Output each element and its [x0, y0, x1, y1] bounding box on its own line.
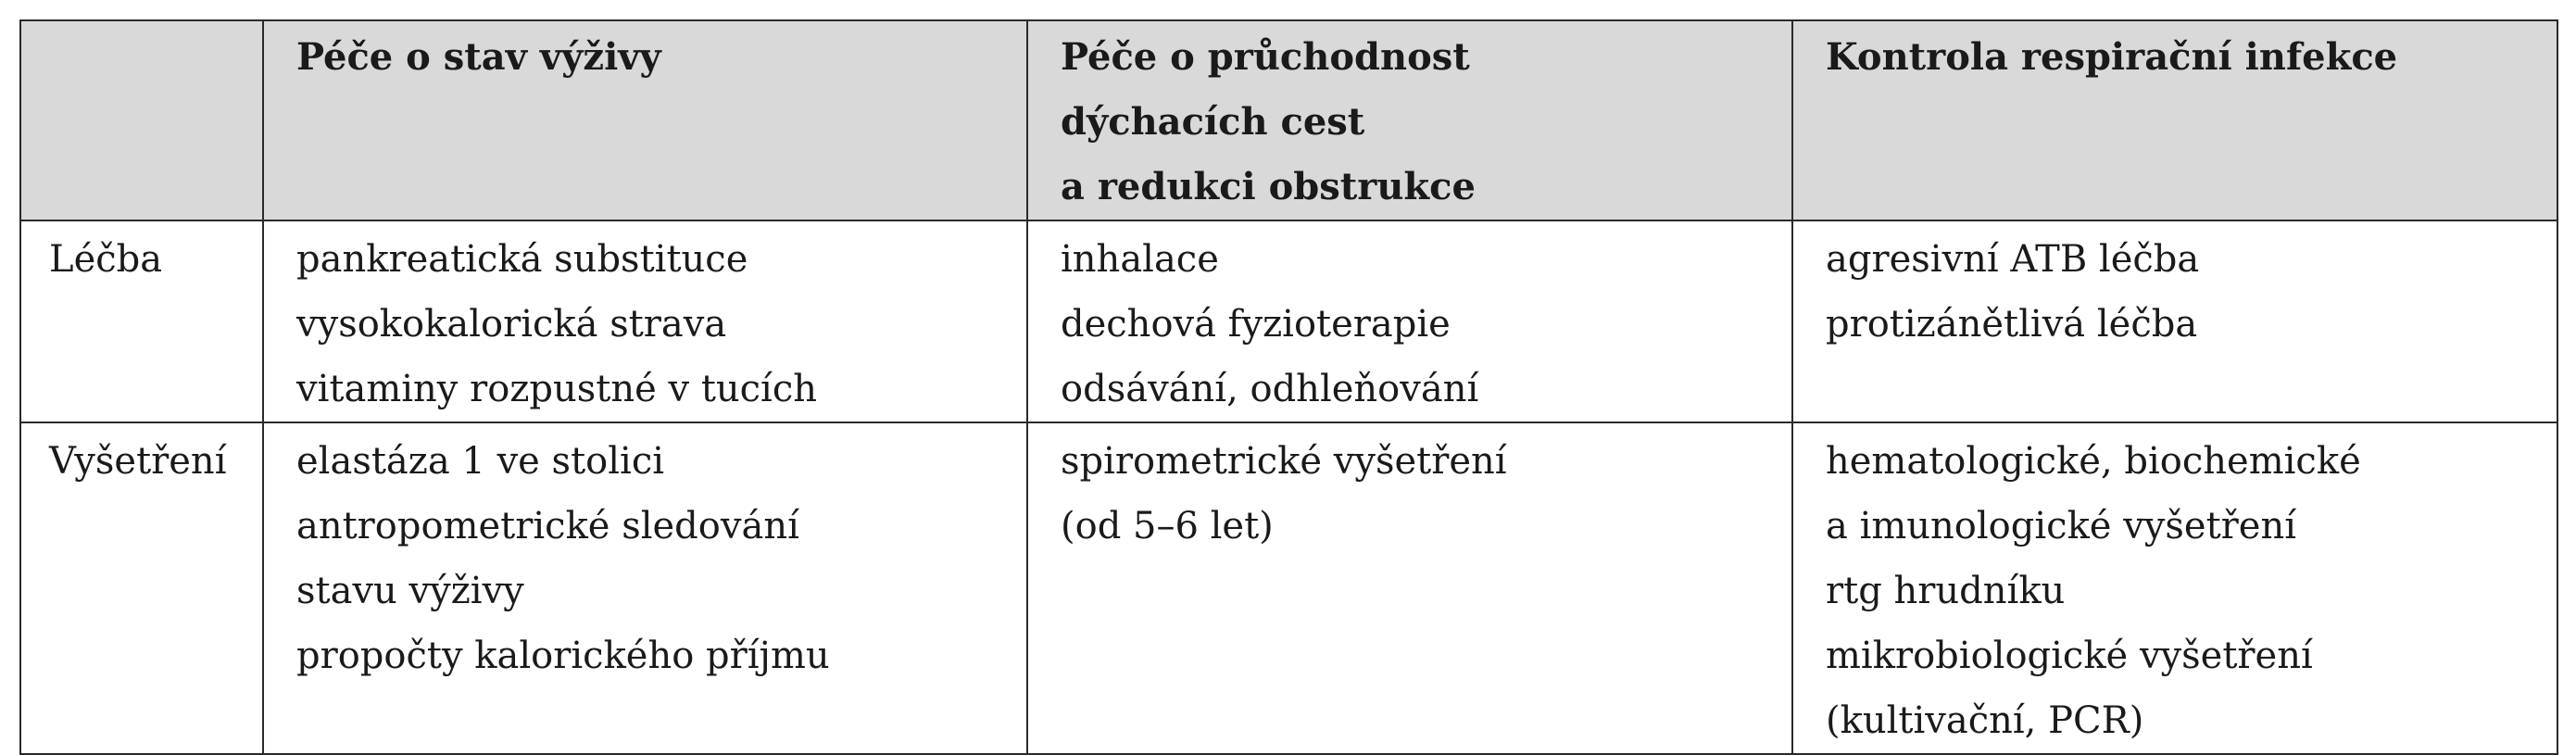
table-row [20, 422, 2557, 754]
cell-line: vitaminy rozpustné v tucích [296, 368, 818, 410]
table-cell [263, 422, 1027, 754]
header-corner-cell [20, 20, 263, 220]
cell-line: pankreatická substituce [296, 238, 748, 281]
cell-line: antropometrické sledování [296, 505, 799, 547]
table-cell [1027, 220, 1792, 422]
table-body [20, 220, 2557, 754]
cell-line: rtg hrudníku [1826, 570, 2066, 612]
cell-line: (od 5–6 let) [1061, 505, 1274, 547]
header-line: Kontrola respirační infekce [1826, 35, 2398, 79]
care-table [19, 19, 2558, 755]
row-label-treatment: Léčba [20, 220, 263, 422]
cell-line: protizánětlivá léčba [1826, 303, 2198, 346]
header-row [20, 20, 2557, 220]
cell-line: inhalace [1061, 238, 1219, 281]
cell-line: (kultivační, PCR) [1826, 699, 2144, 742]
table-row [20, 220, 2557, 422]
cell-line: stavu výživy [296, 570, 524, 612]
row-label-examination: Vyšetření [20, 422, 263, 754]
header-line: dýchacích cest [1061, 100, 1365, 144]
care-table-container [19, 19, 2557, 742]
table-cell [1027, 422, 1792, 754]
table-header [20, 20, 2557, 220]
cell-line: spirometrické vyšetření [1061, 440, 1507, 483]
table-cell [1792, 422, 2557, 754]
cell-line: hematologické, biochemické [1826, 440, 2361, 483]
header-nutrition [263, 20, 1027, 220]
cell-line: propočty kalorického příjmu [296, 635, 830, 677]
cell-line: a imunologické vyšetření [1826, 505, 2297, 547]
cell-line: mikrobiologické vyšetření [1826, 635, 2313, 677]
cell-line: agresivní ATB léčba [1826, 238, 2200, 281]
header-line: Péče o průchodnost [1061, 35, 1470, 79]
cell-line: vysokokalorická strava [296, 303, 727, 346]
cell-line: elastáza 1 ve stolici [296, 440, 665, 483]
cell-line: odsávání, odhleňování [1061, 368, 1479, 410]
header-line: Péče o stav výživy [296, 35, 661, 79]
header-line: a redukci obstrukce [1061, 165, 1476, 208]
cell-line: dechová fyzioterapie [1061, 303, 1451, 346]
header-airway [1027, 20, 1792, 220]
header-infection [1792, 20, 2557, 220]
table-cell [1792, 220, 2557, 422]
table-cell [263, 220, 1027, 422]
